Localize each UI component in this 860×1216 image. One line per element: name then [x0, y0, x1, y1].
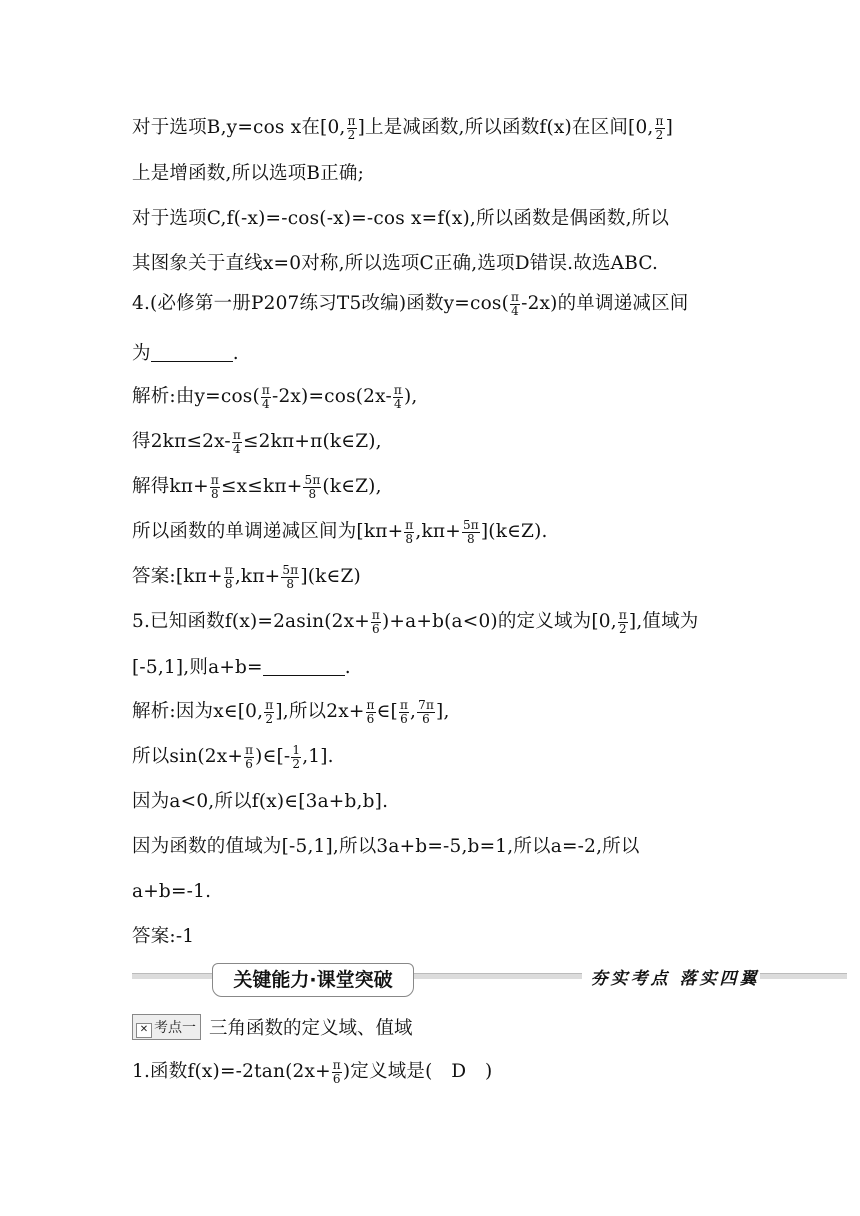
solution5-line-5: a+b=-1. — [132, 881, 212, 902]
banner-tab: 关键能力·课堂突破 — [212, 963, 414, 997]
question-4-stem: 4.(必修第一册P207练习T5改编)函数y=cos( $\frac{\pi}{4}$ -2x)的单调递减区间 — [132, 289, 689, 318]
fraction: $\frac{5\pi}{8}$ — [304, 472, 321, 501]
fraction: $\frac{\pi}{2}$ — [347, 113, 356, 142]
fraction: $\frac{\pi}{4}$ — [393, 382, 403, 411]
banner-rule — [760, 973, 847, 979]
fraction: $\frac{\pi}{6}$ — [245, 742, 254, 771]
solution-line-1: 解析:由y=cos( $\frac{\pi}{4}$ -2x)=cos(2x- $\frac{\pi}{4}$ ), — [132, 382, 418, 411]
banner-slogan: 夯实考点 落实四翼 — [590, 969, 760, 989]
fraction: $\frac{\pi}{8}$ — [210, 472, 219, 501]
fraction: $\frac{\pi}{6}$ — [371, 607, 381, 636]
fraction: $\frac{5\pi}{8}$ — [462, 517, 479, 546]
fraction: $\frac{\pi}{2}$ — [655, 113, 664, 142]
banner-rule — [414, 973, 582, 979]
fraction: $\frac{\pi}{4}$ — [261, 382, 270, 411]
fraction: $\frac{\pi}{6}$ — [332, 1057, 341, 1086]
question-4-answer-blank: 为 . — [132, 343, 239, 364]
fraction: $\frac{\pi}{8}$ — [224, 562, 233, 591]
fraction: $\frac{\pi}{2}$ — [265, 697, 274, 726]
solution-line-2: 得2kπ≤2x- $\frac{\pi}{4}$ ≤2kπ+π(k∈Z), — [132, 427, 382, 456]
cross-icon: ✕ — [136, 1023, 152, 1038]
text-line-2: 上是增函数,所以选项B正确; — [132, 163, 365, 184]
fraction: $\frac{\pi}{2}$ — [618, 607, 627, 636]
text-line-4: 其图象关于直线x=0对称,所以选项C正确,选项D错误.故选ABC. — [132, 253, 659, 274]
solution5-line-2: 所以sin(2x+ $\frac{\pi}{6}$ )∈[- $\frac{1}{2}$ ,1]. — [132, 742, 334, 771]
answer-line-5: 答案:-1 — [132, 926, 195, 947]
solution5-line-1: 解析:因为x∈[0, $\frac{\pi}{2}$ ],所以2x+ $\frac{\pi}{6}$ ∈[ $\frac{\pi}{6}$ , $\frac{7\pi}{6}$ ], — [132, 697, 450, 726]
fraction: $\frac{\pi}{4}$ — [511, 289, 520, 318]
fraction: $\frac{\pi}{4}$ — [232, 427, 241, 456]
text-line-1: 对于选项B,y=cos x在[0, $\frac{\pi}{2}$ ]上是减函数,所以函数f(x)在区间[0, $\frac{\pi}{2}$ ] — [132, 113, 674, 142]
question-1-stem: 1.函数f(x)=-2tan(2x+ $\frac{\pi}{6}$ )定义域是( D ) — [132, 1057, 493, 1086]
text-line-3: 对于选项C,f(-x)=-cos(-x)=-cos x=f(x),所以函数是偶函数,所以 — [132, 208, 670, 229]
fraction: $\frac{\pi}{6}$ — [366, 697, 375, 726]
section-banner — [132, 962, 847, 996]
fraction: $\frac{7\pi}{6}$ — [418, 697, 435, 726]
question-5-answer-blank: [-5,1],则a+b= . — [132, 657, 351, 678]
fraction: $\frac{5\pi}{8}$ — [282, 562, 299, 591]
solution5-line-4: 因为函数的值域为[-5,1],所以3a+b=-5,b=1,所以a=-2,所以 — [132, 836, 640, 857]
kaodian-title: 三角函数的定义域、值域 — [209, 1018, 413, 1039]
answer-blank — [151, 343, 233, 362]
solution-line-3: 解得kπ+ $\frac{\pi}{8}$ ≤x≤kπ+ $\frac{5\pi}{8}$ (k∈Z), — [132, 472, 382, 501]
kaodian-heading — [132, 1014, 413, 1042]
question-5-stem: 5.已知函数f(x)=2asin(2x+ $\frac{\pi}{6}$ )+a+b(a<0)的定义域为[0, $\frac{\pi}{2}$ ],值域为 — [132, 607, 699, 636]
answer-line-4: 答案:[kπ+ $\frac{\pi}{8}$ ,kπ+ $\frac{5\pi}{8}$ ](k∈Z) — [132, 562, 361, 591]
fraction: $\frac{\pi}{6}$ — [399, 697, 409, 726]
fraction: $\frac{1}{2}$ — [292, 742, 301, 771]
solution5-line-3: 因为a<0,所以f(x)∈[3a+b,b]. — [132, 791, 389, 812]
fraction: $\frac{\pi}{8}$ — [405, 517, 414, 546]
answer-blank — [263, 657, 345, 676]
solution-line-4: 所以函数的单调递减区间为[kπ+ $\frac{\pi}{8}$ ,kπ+ $\frac{5\pi}{8}$ ](k∈Z). — [132, 517, 548, 546]
banner-rule — [132, 973, 217, 979]
kaodian-badge: ✕ 考点一 — [132, 1014, 201, 1040]
